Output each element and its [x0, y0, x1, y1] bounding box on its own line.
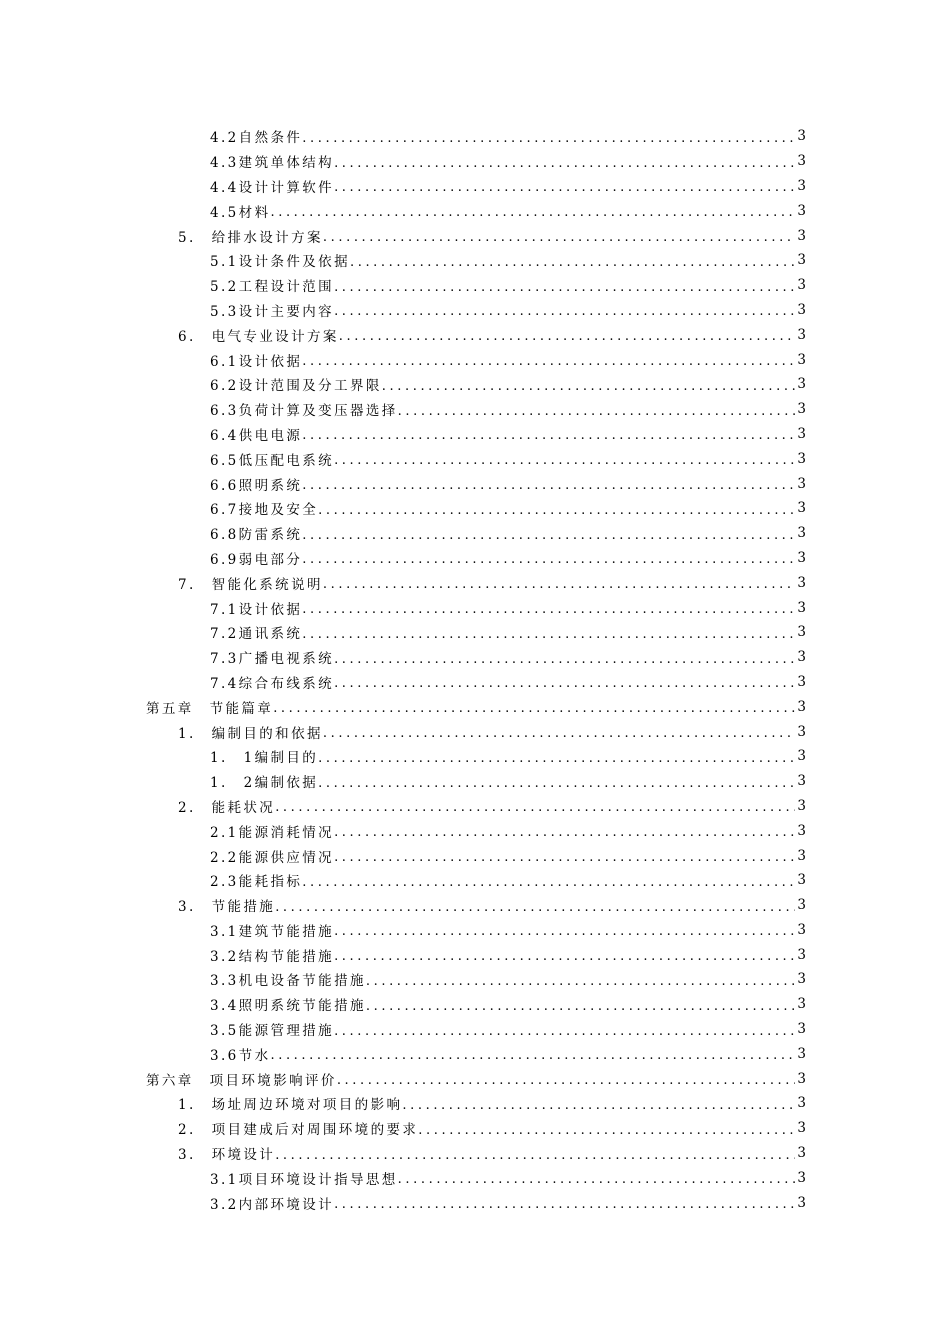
toc-entry-page-number: 3	[797, 971, 806, 988]
toc-entry-label: 3.2内部环境设计	[210, 1196, 335, 1213]
toc-entry[interactable]	[0, 570, 806, 595]
toc-entry-page-number: 3	[797, 574, 806, 591]
toc-entry-page-number: 3	[797, 401, 806, 418]
toc-entry[interactable]	[0, 694, 806, 719]
toc-entry-page-number: 3	[797, 227, 806, 244]
toc-dot-leader	[402, 1099, 795, 1112]
toc-entry-page-number: 3	[797, 525, 806, 542]
toc-entry[interactable]	[0, 397, 806, 422]
toc-entry-page-number: 3	[797, 773, 806, 790]
toc-entry-label: 2. 项目建成后对周围环境的要求	[178, 1122, 419, 1139]
toc-dot-leader	[275, 1149, 795, 1162]
toc-entry-page-number: 3	[797, 202, 806, 219]
toc-dot-leader	[382, 380, 796, 393]
toc-dot-leader	[302, 429, 795, 442]
toc-entry-label: 6.7接地及安全	[210, 502, 319, 519]
toc-entry-label: 3.5能源管理措施	[210, 1023, 335, 1040]
toc-entry-label: 4.3建筑单体结构	[210, 155, 335, 172]
toc-entry-page-number: 3	[797, 277, 806, 294]
toc-entry-label: 3.4照明系统节能措施	[210, 998, 366, 1015]
toc-entry-page-number: 3	[797, 599, 806, 616]
toc-entry[interactable]	[0, 273, 806, 298]
toc-dot-leader	[366, 1000, 796, 1013]
toc-entry[interactable]	[0, 298, 806, 323]
toc-entry[interactable]	[0, 595, 806, 620]
toc-entry[interactable]	[0, 1165, 806, 1190]
toc-entry-page-number: 3	[797, 748, 806, 765]
toc-dot-leader	[339, 330, 796, 343]
toc-entry-label: 6.3负荷计算及变压器选择	[210, 403, 398, 420]
toc-dot-leader	[270, 206, 795, 219]
toc-entry[interactable]	[0, 198, 806, 223]
toc-entry-label: 3.1建筑节能措施	[210, 923, 335, 940]
toc-dot-leader	[334, 950, 795, 963]
toc-entry-label: 1. 1编制目的	[210, 750, 319, 767]
toc-entry-page-number: 3	[797, 797, 806, 814]
toc-entry-page-number: 3	[797, 1021, 806, 1038]
toc-entry[interactable]	[0, 744, 806, 769]
toc-entry[interactable]	[0, 918, 806, 943]
toc-dot-leader	[334, 851, 795, 864]
toc-entry[interactable]	[0, 1190, 806, 1215]
toc-entry-label: 3.3机电设备节能措施	[210, 973, 366, 990]
toc-entry-label: 6. 电气专业设计方案	[178, 328, 339, 345]
toc-dot-leader	[302, 529, 795, 542]
toc-dot-leader	[323, 727, 796, 740]
toc-dot-leader	[318, 752, 795, 765]
toc-entry-label: 5.1设计条件及依据	[210, 254, 350, 271]
toc-entry[interactable]	[0, 521, 806, 546]
toc-entry-label: 1. 场址周边环境对项目的影响	[178, 1097, 403, 1114]
toc-entry[interactable]	[0, 347, 806, 372]
toc-entry-label: 5. 给排水设计方案	[178, 229, 323, 246]
toc-entry-page-number: 3	[797, 698, 806, 715]
toc-entry-label: 4.4设计计算软件	[210, 179, 335, 196]
toc-entry[interactable]	[0, 620, 806, 645]
toc-entry-page-number: 3	[797, 1194, 806, 1211]
toc-entry[interactable]	[0, 446, 806, 471]
toc-dot-leader	[334, 305, 795, 318]
toc-entry[interactable]	[0, 1141, 806, 1166]
toc-entry[interactable]	[0, 223, 806, 248]
toc-dot-leader	[323, 578, 796, 591]
toc-entry-label: 7.1设计依据	[210, 601, 303, 618]
toc-dot-leader	[302, 876, 795, 889]
toc-dot-leader	[323, 231, 796, 244]
toc-entry[interactable]	[0, 124, 806, 149]
toc-dot-leader	[273, 702, 795, 715]
toc-entry-label: 4.2自然条件	[210, 130, 303, 147]
toc-entry[interactable]	[0, 322, 806, 347]
toc-entry-label: 第六章 项目环境影响评价	[146, 1072, 337, 1089]
toc-entry-label: 6.9弱电部分	[210, 551, 303, 568]
toc-dot-leader	[318, 504, 795, 517]
toc-dot-leader	[366, 975, 796, 988]
toc-entry[interactable]	[0, 496, 806, 521]
toc-entry[interactable]	[0, 471, 806, 496]
toc-entry-label: 2.2能源供应情况	[210, 849, 335, 866]
toc-entry[interactable]	[0, 670, 806, 695]
toc-entry[interactable]	[0, 1116, 806, 1141]
toc-entry-page-number: 3	[797, 1120, 806, 1137]
toc-entry-page-number: 3	[797, 153, 806, 170]
toc-dot-leader	[418, 1124, 795, 1137]
toc-entry[interactable]	[0, 818, 806, 843]
toc-entry-page-number: 3	[797, 301, 806, 318]
toc-entry-page-number: 3	[797, 351, 806, 368]
toc-entry-label: 3.6节水	[210, 1047, 271, 1064]
toc-entry-label: 7.3广播电视系统	[210, 651, 335, 668]
toc-entry-page-number: 3	[797, 177, 806, 194]
toc-entry-page-number: 3	[797, 649, 806, 666]
toc-dot-leader	[334, 181, 795, 194]
toc-entry-page-number: 3	[797, 1045, 806, 1062]
toc-dot-leader	[334, 157, 795, 170]
toc-dot-leader	[302, 479, 795, 492]
toc-entry-label: 2.1能源消耗情况	[210, 824, 335, 841]
toc-entry-page-number: 3	[797, 996, 806, 1013]
toc-entry-page-number: 3	[797, 475, 806, 492]
toc-dot-leader	[398, 1173, 796, 1186]
toc-entry-label: 第五章 节能篇章	[146, 700, 274, 717]
toc-entry-page-number: 3	[797, 847, 806, 864]
toc-dot-leader	[337, 1074, 796, 1087]
toc-entry[interactable]	[0, 843, 806, 868]
toc-entry[interactable]	[0, 1017, 806, 1042]
toc-dot-leader	[270, 1049, 795, 1062]
toc-entry-label: 6.4供电电源	[210, 427, 303, 444]
toc-entry-label: 6.2设计范围及分工界限	[210, 378, 382, 395]
toc-entry[interactable]	[0, 1091, 806, 1116]
toc-dot-leader	[302, 132, 795, 145]
toc-dot-leader	[398, 405, 796, 418]
toc-entry[interactable]	[0, 868, 806, 893]
toc-entry-page-number: 3	[797, 723, 806, 740]
toc-dot-leader	[334, 826, 795, 839]
toc-dot-leader	[318, 777, 795, 790]
toc-entry-label: 5.2工程设计范围	[210, 279, 335, 296]
toc-dot-leader	[302, 553, 795, 566]
toc-entry-label: 2.3能耗指标	[210, 874, 303, 891]
toc-entry-page-number: 3	[797, 1070, 806, 1087]
toc-entry[interactable]	[0, 1041, 806, 1066]
toc-entry[interactable]	[0, 372, 806, 397]
toc-entry-label: 3.1项目环境设计指导思想	[210, 1171, 398, 1188]
toc-entry-label: 6.1设计依据	[210, 353, 303, 370]
toc-entry-label: 3.2结构节能措施	[210, 948, 335, 965]
toc-entry[interactable]	[0, 1066, 806, 1091]
toc-entry-label: 7.4综合布线系统	[210, 675, 335, 692]
toc-entry[interactable]	[0, 719, 806, 744]
toc-entry[interactable]	[0, 992, 806, 1017]
toc-dot-leader	[334, 281, 795, 294]
toc-entry[interactable]	[0, 893, 806, 918]
toc-entry-page-number: 3	[797, 872, 806, 889]
toc-entry[interactable]	[0, 174, 806, 199]
toc-entry-label: 7. 智能化系统说明	[178, 576, 323, 593]
toc-entry-page-number: 3	[797, 1169, 806, 1186]
toc-dot-leader	[302, 355, 795, 368]
toc-entry-page-number: 3	[797, 624, 806, 641]
toc-entry-label: 6.6照明系统	[210, 477, 303, 494]
toc-entry-page-number: 3	[797, 500, 806, 517]
toc-dot-leader	[334, 1025, 795, 1038]
toc-entry[interactable]	[0, 967, 806, 992]
toc-entry-label: 1. 编制目的和依据	[178, 725, 323, 742]
toc-entry-label: 6.8防雷系统	[210, 527, 303, 544]
toc-entry[interactable]	[0, 248, 806, 273]
toc-entry-label: 3. 节能措施	[178, 899, 276, 916]
toc-entry-page-number: 3	[797, 425, 806, 442]
toc-entry-label: 4.5材料	[210, 204, 271, 221]
toc-entry-page-number: 3	[797, 549, 806, 566]
toc-dot-leader	[334, 454, 795, 467]
toc-dot-leader	[334, 677, 795, 690]
toc-entry-page-number: 3	[797, 673, 806, 690]
toc-entry-page-number: 3	[797, 326, 806, 343]
toc-entry-label: 1. 2编制依据	[210, 775, 319, 792]
toc-entry[interactable]	[0, 645, 806, 670]
toc-entry-page-number: 3	[797, 897, 806, 914]
toc-dot-leader	[275, 801, 795, 814]
toc-entry-page-number: 3	[797, 946, 806, 963]
toc-entry[interactable]	[0, 942, 806, 967]
toc-entry-page-number: 3	[797, 822, 806, 839]
toc-entry-label: 3. 环境设计	[178, 1147, 276, 1164]
toc-entry-page-number: 3	[797, 1145, 806, 1162]
toc-entry-page-number: 3	[797, 1095, 806, 1112]
toc-entry-page-number: 3	[797, 376, 806, 393]
toc-dot-leader	[302, 603, 795, 616]
toc-entry-page-number: 3	[797, 128, 806, 145]
toc-entry-page-number: 3	[797, 252, 806, 269]
toc-entry-page-number: 3	[797, 450, 806, 467]
toc-dot-leader	[334, 925, 795, 938]
toc-entry-label: 5.3设计主要内容	[210, 303, 335, 320]
toc-entry[interactable]	[0, 422, 806, 447]
toc-dot-leader	[275, 901, 795, 914]
toc-entry-label: 7.2通讯系统	[210, 626, 303, 643]
toc-entry-label: 6.5低压配电系统	[210, 452, 335, 469]
toc-entry[interactable]	[0, 546, 806, 571]
table-of-contents	[0, 124, 950, 1215]
toc-entry-page-number: 3	[797, 921, 806, 938]
toc-entry[interactable]	[0, 769, 806, 794]
toc-dot-leader	[302, 628, 795, 641]
toc-dot-leader	[334, 1198, 795, 1211]
toc-entry[interactable]	[0, 794, 806, 819]
toc-dot-leader	[350, 256, 795, 269]
toc-entry[interactable]	[0, 149, 806, 174]
toc-dot-leader	[334, 653, 795, 666]
toc-entry-label: 2. 能耗状况	[178, 799, 276, 816]
